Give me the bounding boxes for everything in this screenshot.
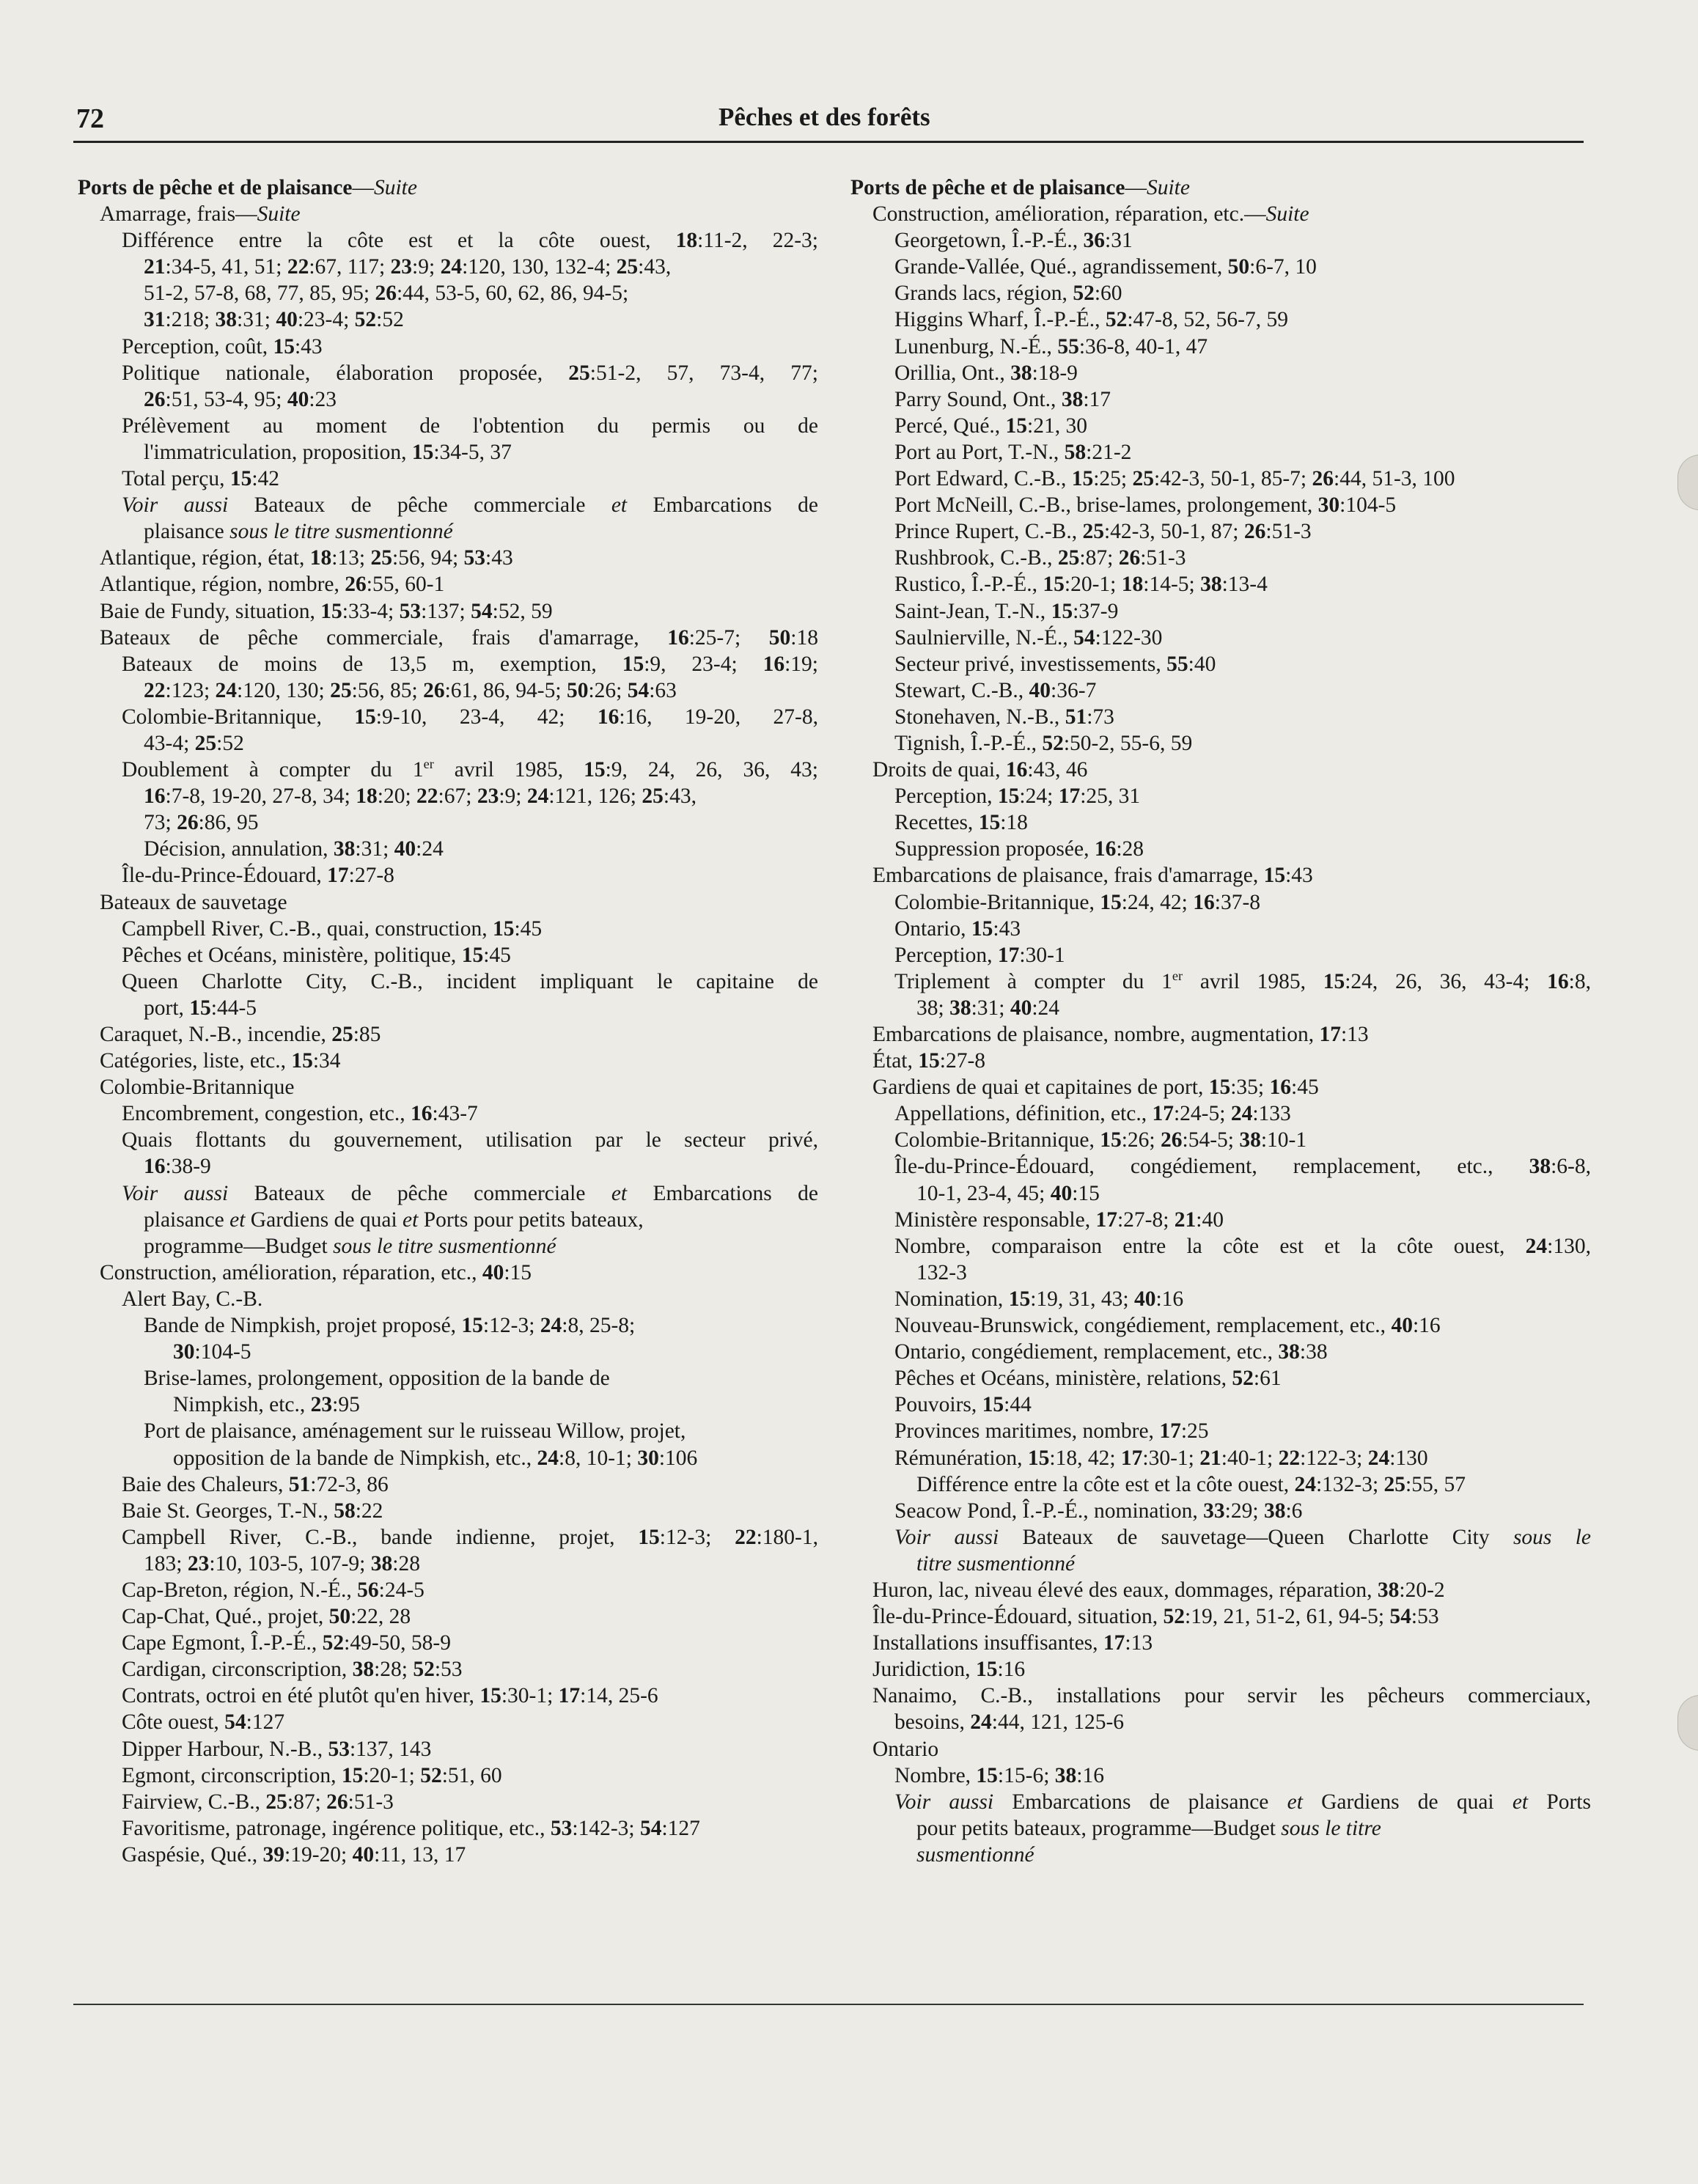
index-entry: Île-du-Prince-Édouard, congédiement, remplacement, etc., 38:6-8, (894, 1155, 1591, 1179)
index-entry: Baie de Fundy, situation, 15:33-4; 53:137; 54:52, 59 (100, 599, 553, 623)
index-entry: Higgins Wharf, Î.-P.-É., 52:47-8, 52, 56-7, 59 (894, 308, 1288, 332)
index-column-left (78, 174, 818, 1868)
index-entry: Colombie-Britannique (100, 1076, 295, 1100)
index-entry: Rustico, Î.-P.-É., 15:20-1; 18:14-5; 38:13-4 (894, 573, 1268, 597)
index-entry: titre susmentionné (916, 1551, 1076, 1576)
index-entry: Alert Bay, C.-B. (122, 1287, 263, 1311)
index-entry: Total perçu, 15:42 (122, 467, 280, 491)
index-entry: 43-4; 25:52 (144, 731, 244, 755)
index-entry: Queen Charlotte City, C.-B., incident impliquant le capitaine de (122, 969, 818, 993)
index-entry: Encombrement, congestion, etc., 16:43-7 (122, 1102, 478, 1126)
index-entry: Provinces maritimes, nombre, 17:25 (894, 1419, 1209, 1444)
index-entry: Contrats, octroi en été plutôt qu'en hiver, 15:30-1; 17:14, 25-6 (122, 1684, 658, 1708)
index-entry: Perception, 17:30-1 (894, 943, 1065, 967)
index-entry: Huron, lac, niveau élevé des eaux, dommages, réparation, 38:20-2 (872, 1578, 1445, 1602)
index-entry: Campbell River, C.-B., bande indienne, projet, 15:12-3; 22:180-1, (122, 1525, 818, 1549)
index-entry: Ministère responsable, 17:27-8; 21:40 (894, 1207, 1224, 1232)
index-entry: Voir aussi Embarcations de plaisance et Gardiens de quai et Ports (894, 1790, 1591, 1814)
index-entry: Lunenburg, N.-É., 55:36-8, 40-1, 47 (894, 334, 1208, 359)
index-entry: Nimpkish, etc., 23:95 (173, 1393, 360, 1417)
index-entry: Percé, Qué., 15:21, 30 (894, 413, 1087, 438)
index-entry: Baie St. Georges, T.-N., 58:22 (122, 1499, 383, 1523)
index-entry: Amarrage, frais—Suite (100, 202, 301, 227)
index-entry: 10-1, 23-4, 45; 40:15 (916, 1181, 1100, 1205)
index-entry: Caraquet, N.-B., incendie, 25:85 (100, 1023, 381, 1046)
index-entry: Bateaux de pêche commerciale, frais d'amarrage, 16:25-7; 50:18 (100, 625, 818, 650)
index-entry: Grands lacs, région, 52:60 (894, 282, 1122, 306)
index-entry: Pêches et Océans, ministère, politique, 15:45 (122, 943, 511, 967)
binder-hole (1677, 1695, 1698, 1751)
index-entry: État, 15:27-8 (872, 1049, 986, 1073)
index-entry: Port de plaisance, aménagement sur le ruisseau Willow, projet, (144, 1419, 686, 1444)
index-entry: Catégories, liste, etc., 15:34 (100, 1049, 341, 1073)
index-entry: Grande-Vallée, Qué., agrandissement, 50:6-7, 10 (894, 255, 1317, 279)
index-entry: Île-du-Prince-Édouard, 17:27-8 (122, 864, 394, 888)
index-column-right (850, 174, 1591, 1868)
index-entry: Seacow Pond, Î.-P.-É., nomination, 33:29; 38:6 (894, 1499, 1303, 1523)
index-entry: Ontario (872, 1737, 939, 1761)
index-entry: Droits de quai, 16:43, 46 (872, 758, 1088, 782)
index-entry: plaisance sous le titre susmentionné (144, 520, 453, 544)
index-entry: Port au Port, T.-N., 58:21-2 (894, 440, 1132, 464)
index-entry: Triplement à compter du 1er avril 1985, 15:24, 26, 36, 43-4; 16:8, (894, 968, 1591, 993)
index-entry: Bateaux de moins de 13,5 m, exemption, 15:9, 23-4; 16:19; (122, 652, 819, 676)
index-entry: Georgetown, Î.-P.-É., 36:31 (894, 229, 1133, 253)
index-entry: Ontario, 15:43 (894, 916, 1021, 941)
index-entry: Dipper Harbour, N.-B., 53:137, 143 (122, 1737, 432, 1761)
index-entry: Fairview, C.-B., 25:87; 26:51-3 (122, 1790, 394, 1814)
index-entry: Différence entre la côte est et la côte ouest, 18:11-2, 22-3; (122, 229, 818, 253)
index-entry: 132-3 (916, 1260, 967, 1284)
index-entry: Nanaimo, C.-B., installations pour servir les pêcheurs commerciaux, (872, 1684, 1591, 1708)
index-entry: Atlantique, région, nombre, 26:55, 60-1 (100, 573, 445, 597)
index-entry: Campbell River, C.-B., quai, construction, 15:45 (122, 916, 543, 941)
index-entry: Bateaux de sauvetage (100, 890, 287, 914)
index-entry: Île-du-Prince-Édouard, situation, 52:19, 21, 51-2, 61, 94-5; 54:53 (872, 1605, 1439, 1629)
page-header (73, 103, 1584, 143)
index-entry: Perception, 15:24; 17:25, 31 (894, 784, 1141, 809)
index-entry: susmentionné (916, 1842, 1034, 1867)
index-entry: 16:38-9 (144, 1155, 211, 1179)
index-entry: Doublement à compter du 1er avril 1985, 15:9, 24, 26, 36, 43; (122, 757, 818, 782)
index-entry: Suppression proposée, 16:28 (894, 837, 1144, 861)
index-entry: plaisance et Gardiens de quai et Ports pour petits bateaux, (144, 1207, 644, 1232)
index-entry: Nombre, 15:15-6; 38:16 (894, 1763, 1104, 1787)
index-entry: Perception, coût, 15:43 (122, 334, 323, 359)
index-entry: Ports de pêche et de plaisance—Suite (78, 176, 417, 199)
index-entry: Gardiens de quai et capitaines de port, 15:35; 16:45 (872, 1076, 1319, 1100)
index-entry: 31:218; 38:31; 40:23-4; 52:52 (144, 308, 404, 332)
index-entry: pour petits bateaux, programme—Budget sous le titre (916, 1816, 1381, 1840)
index-entry: 16:7-8, 19-20, 27-8, 34; 18:20; 22:67; 23:9; 24:121, 126; 25:43, (144, 784, 697, 809)
index-entry: Embarcations de plaisance, frais d'amarrage, 15:43 (872, 864, 1313, 888)
index-entry: 51-2, 57-8, 68, 77, 85, 95; 26:44, 53-5, 60, 62, 86, 94-5; (144, 282, 629, 306)
page-title: Pêches et des forêts (718, 103, 930, 131)
index-entry: Saint-Jean, T.-N., 15:37-9 (894, 599, 1119, 623)
index-entry: Tignish, Î.-P.-É., 52:50-2, 55-6, 59 (894, 731, 1193, 755)
index-entry: Cap-Chat, Qué., projet, 50:22, 28 (122, 1605, 411, 1629)
index-entry: Colombie-Britannique, 15:9-10, 23-4, 42; 16:16, 19-20, 27-8, (122, 705, 819, 729)
index-entry: Ontario, congédiement, remplacement, etc., 38:38 (894, 1340, 1328, 1364)
index-entry: 30:104-5 (173, 1340, 251, 1364)
index-entry: Port Edward, C.-B., 15:25; 25:42-3, 50-1, 85-7; 26:44, 51-3, 100 (894, 467, 1455, 491)
index-entry: opposition de la bande de Nimpkish, etc., 24:8, 10-1; 30:106 (173, 1446, 698, 1470)
index-entry: Rémunération, 15:18, 42; 17:30-1; 21:40-1; 22:122-3; 24:130 (894, 1446, 1428, 1470)
index-entry: Secteur privé, investissements, 55:40 (894, 652, 1216, 676)
index-entry: Pêches et Océans, ministère, relations, 52:61 (894, 1367, 1282, 1391)
index-entry: Brise-lames, prolongement, opposition de la bande de (144, 1367, 610, 1391)
index-entry: Cardigan, circonscription, 38:28; 52:53 (122, 1658, 463, 1682)
index-entry: port, 15:44-5 (144, 996, 257, 1020)
index-entry: Recettes, 15:18 (894, 811, 1028, 835)
index-entry: Juridiction, 15:16 (872, 1658, 1026, 1682)
index-entry: Bande de Nimpkish, projet proposé, 15:12-3; 24:8, 25-8; (144, 1314, 636, 1338)
index-entry: Saulnierville, N.-É., 54:122-30 (894, 625, 1163, 650)
index-entry: 26:51, 53-4, 95; 40:23 (144, 387, 337, 411)
index-entry: Favoritisme, patronage, ingérence politique, etc., 53:142-3; 54:127 (122, 1816, 700, 1840)
index-entry: Voir aussi Bateaux de pêche commerciale et Embarcations de (122, 493, 818, 518)
index-entry: Atlantique, région, état, 18:13; 25:56, 94; 53:43 (100, 546, 513, 570)
index-entry: Construction, amélioration, réparation, etc., 40:15 (100, 1260, 532, 1284)
index-entry: Nouveau-Brunswick, congédiement, remplacement, etc., 40:16 (894, 1314, 1441, 1338)
index-entry: Orillia, Ont., 38:18-9 (894, 361, 1078, 385)
index-entry: Prélèvement au moment de l'obtention du permis ou de (122, 413, 818, 438)
index-entry: Egmont, circonscription, 15:20-1; 52:51, 60 (122, 1763, 502, 1787)
index-entry: Prince Rupert, C.-B., 25:42-3, 50-1, 87; 26:51-3 (894, 520, 1312, 544)
index-entry: Politique nationale, élaboration proposée, 25:51-2, 57, 73-4, 77; (122, 361, 818, 385)
index-entry: Décision, annulation, 38:31; 40:24 (144, 837, 444, 861)
index-entry: besoins, 24:44, 121, 125-6 (894, 1710, 1125, 1735)
index-entry: l'immatriculation, proposition, 15:34-5, 37 (144, 440, 512, 464)
index-entry: Parry Sound, Ont., 38:17 (894, 387, 1111, 411)
index-entry: Cape Egmont, Î.-P.-É., 52:49-50, 58-9 (122, 1631, 451, 1655)
index-entry: Quais flottants du gouvernement, utilisation par le secteur privé, (122, 1128, 818, 1152)
index-entry: Cap-Breton, région, N.-É., 56:24-5 (122, 1578, 425, 1602)
page-number: 72 (76, 103, 104, 134)
index-entry: 38; 38:31; 40:24 (916, 996, 1060, 1020)
index-entry: Rushbrook, C.-B., 25:87; 26:51-3 (894, 546, 1186, 570)
index-entry: 21:34-5, 41, 51; 22:67, 117; 23:9; 24:120, 130, 132-4; 25:43, (144, 255, 672, 279)
index-entry: 22:123; 24:120, 130; 25:56, 85; 26:61, 86, 94-5; 50:26; 54:63 (144, 678, 677, 702)
index-entry: Côte ouest, 54:127 (122, 1710, 285, 1735)
index-entry: 183; 23:10, 103-5, 107-9; 38:28 (144, 1551, 420, 1576)
index-entry: Baie des Chaleurs, 51:72-3, 86 (122, 1472, 389, 1496)
index-entry: Colombie-Britannique, 15:26; 26:54-5; 38:10-1 (894, 1128, 1307, 1152)
index-entry: Voir aussi Bateaux de sauvetage—Queen Charlotte City sous le (894, 1525, 1592, 1549)
index-entry: Installations insuffisantes, 17:13 (872, 1631, 1153, 1655)
index-entry: Stonehaven, N.-B., 51:73 (894, 705, 1114, 729)
index-entry: Ports de pêche et de plaisance—Suite (850, 176, 1190, 199)
bottom-rule (73, 2004, 1584, 2005)
index-entry: Appellations, définition, etc., 17:24-5; 24:133 (894, 1102, 1291, 1126)
index-entry: Pouvoirs, 15:44 (894, 1393, 1032, 1417)
binder-hole (1677, 455, 1698, 510)
index-entry: Port McNeill, C.-B., brise-lames, prolongement, 30:104-5 (894, 493, 1397, 518)
index-entry: Voir aussi Bateaux de pêche commerciale et Embarcations de (122, 1181, 818, 1205)
index-entry: Construction, amélioration, réparation, etc.—Suite (872, 202, 1309, 227)
index-entry: Nomination, 15:19, 31, 43; 40:16 (894, 1287, 1184, 1311)
index-entry: programme—Budget sous le titre susmentionné (144, 1234, 556, 1258)
index-entry: Stewart, C.-B., 40:36-7 (894, 678, 1097, 702)
index-entry: Nombre, comparaison entre la côte est et la côte ouest, 24:130, (894, 1234, 1591, 1258)
index-entry: 73; 26:86, 95 (144, 811, 259, 835)
index-entry: Différence entre la côte est et la côte ouest, 24:132-3; 25:55, 57 (916, 1472, 1466, 1496)
index-entry: Colombie-Britannique, 15:24, 42; 16:37-8 (894, 890, 1261, 914)
index-entry: Gaspésie, Qué., 39:19-20; 40:11, 13, 17 (122, 1842, 466, 1867)
index-entry: Embarcations de plaisance, nombre, augmentation, 17:13 (872, 1023, 1369, 1046)
